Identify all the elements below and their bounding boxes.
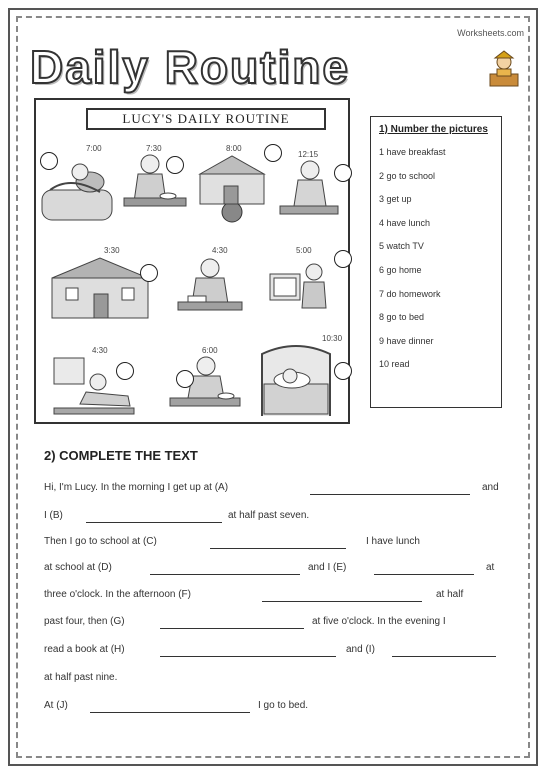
answer-circle[interactable] bbox=[116, 362, 134, 380]
picture-watch-tv bbox=[266, 256, 332, 322]
time-label: 3:30 bbox=[104, 246, 120, 255]
time-label: 6:00 bbox=[202, 346, 218, 355]
text-line: and (I) bbox=[346, 644, 375, 655]
text-line: at half past nine. bbox=[44, 672, 118, 683]
picture-go-home bbox=[46, 254, 156, 322]
answer-blank-j[interactable] bbox=[90, 712, 250, 713]
time-label: 4:30 bbox=[212, 246, 228, 255]
text-line: at bbox=[486, 562, 495, 573]
picture-go-to-bed bbox=[258, 344, 334, 418]
time-label: 7:00 bbox=[86, 144, 102, 153]
time-label: 7:30 bbox=[146, 144, 162, 153]
picture-do-homework bbox=[174, 254, 246, 324]
list-item: 10 read bbox=[379, 359, 410, 370]
answer-circle[interactable] bbox=[140, 264, 158, 282]
text-line: Then I go to school at (C) bbox=[44, 536, 157, 547]
list-item: 8 go to bed bbox=[379, 312, 425, 323]
answer-circle[interactable] bbox=[334, 250, 352, 268]
teacher-mascot-icon bbox=[486, 48, 522, 88]
answer-blank-i[interactable] bbox=[392, 656, 496, 657]
complete-text-heading: 2) COMPLETE THE TEXT bbox=[44, 448, 198, 463]
answer-circle[interactable] bbox=[334, 164, 352, 182]
list-item: 3 get up bbox=[379, 194, 412, 205]
text-line: at five o'clock. In the evening I bbox=[312, 616, 446, 627]
answer-blank-f[interactable] bbox=[262, 601, 422, 602]
list-item: 9 have dinner bbox=[379, 335, 434, 346]
answer-circle[interactable] bbox=[176, 370, 194, 388]
site-label: Worksheets.com bbox=[457, 28, 524, 38]
time-label: 8:00 bbox=[226, 144, 242, 153]
answer-circle[interactable] bbox=[334, 362, 352, 380]
number-pictures-box bbox=[370, 116, 502, 408]
text-line: read a book at (H) bbox=[44, 644, 125, 655]
list-item: 7 do homework bbox=[379, 288, 441, 299]
picture-go-to-school bbox=[196, 150, 268, 226]
text-line: I have lunch bbox=[366, 536, 420, 547]
answer-circle[interactable] bbox=[166, 156, 184, 174]
text-line: three o'clock. In the afternoon (F) bbox=[44, 589, 191, 600]
number-pictures-title: 1) Number the pictures bbox=[379, 124, 488, 135]
answer-blank-a[interactable] bbox=[310, 494, 470, 495]
answer-blank-h[interactable] bbox=[160, 656, 336, 657]
answer-blank-d[interactable] bbox=[150, 574, 300, 575]
time-label: 4:30 bbox=[92, 346, 108, 355]
text-line: and bbox=[482, 482, 499, 493]
list-item: 6 go home bbox=[379, 264, 422, 275]
list-item: 4 have lunch bbox=[379, 217, 431, 228]
text-line: At (J) bbox=[44, 700, 68, 711]
text-line: Hi, I'm Lucy. In the morning I get up at (A) bbox=[44, 482, 229, 493]
time-label: 10:30 bbox=[322, 334, 343, 343]
list-item: 2 go to school bbox=[379, 170, 436, 181]
list-item: 5 watch TV bbox=[379, 241, 424, 252]
text-line: at half bbox=[436, 589, 464, 600]
time-label: 5:00 bbox=[296, 246, 312, 255]
text-line: at half past seven. bbox=[228, 510, 310, 521]
answer-blank-b[interactable] bbox=[86, 522, 222, 523]
text-line: at school at (D) bbox=[44, 562, 112, 573]
answer-blank-c[interactable] bbox=[210, 548, 346, 549]
list-item: 1 have breakfast bbox=[379, 147, 446, 157]
text-line: I (B) bbox=[44, 510, 63, 521]
text-line: I go to bed. bbox=[258, 700, 309, 711]
text-line: and I (E) bbox=[308, 562, 347, 573]
answer-blank-e[interactable] bbox=[374, 574, 474, 575]
picture-have-lunch bbox=[276, 156, 342, 226]
panel-banner: LUCY'S DAILY ROUTINE bbox=[86, 108, 326, 130]
time-label: 12:15 bbox=[298, 150, 319, 159]
page-title: Daily Routine bbox=[30, 41, 350, 93]
answer-circle[interactable] bbox=[40, 152, 58, 170]
text-line: past four, then (G) bbox=[44, 616, 125, 627]
routine-picture-panel bbox=[34, 98, 350, 424]
answer-blank-g[interactable] bbox=[160, 628, 304, 629]
